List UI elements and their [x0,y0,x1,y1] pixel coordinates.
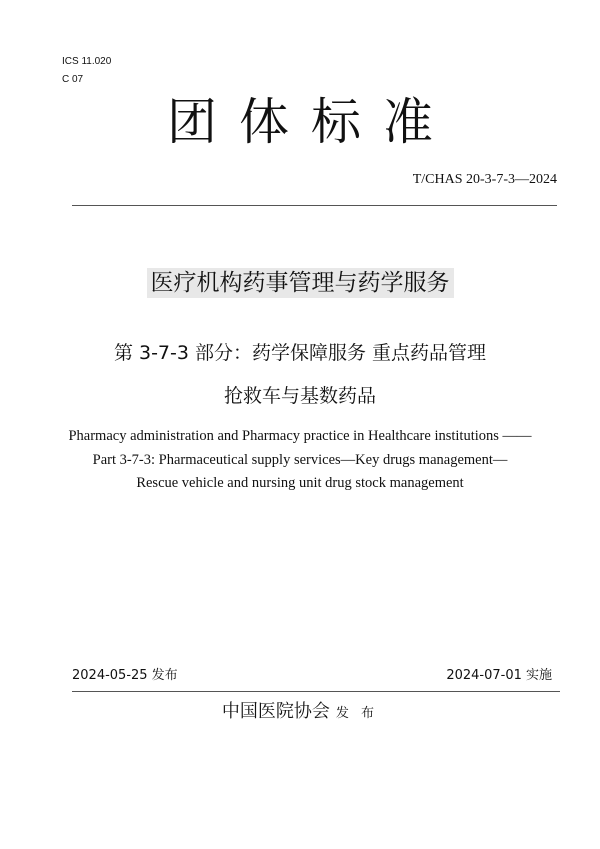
main-title [0,264,600,297]
english-title-line-1: Pharmacy administration and Pharmacy practice in Healthcare institutions —— [68,428,532,444]
publisher-name: 中国医院协会 [221,701,330,722]
part-title: 第 3-7-3 部分：药学保障服务 重点药品管理 [113,342,487,364]
ics-code: ICS 11.020 [62,56,112,67]
english-title-line-2: Part 3-7-3: Pharmaceutical supply services—Key drugs management— [92,452,508,468]
english-title-line-3: Rescue vehicle and nursing unit drug stock management [136,475,464,491]
publisher-action: 发 布 [335,706,379,721]
implement-date: 2024-07-01 实施 [446,668,552,683]
issue-date: 2024-05-25 发布 [72,668,178,683]
main-title-text: 医疗机构药事管理与药学服务 [147,268,454,298]
standard-code: T/CHAS 20-3-7-3—2024 [412,172,557,187]
bottom-divider [72,691,560,692]
top-divider [72,205,557,206]
ccs-code: C 07 [62,74,84,85]
publisher [0,697,600,723]
sub-title: 抢救车与基数药品 [223,385,376,407]
document-type-title: 团体标准 [167,93,455,151]
